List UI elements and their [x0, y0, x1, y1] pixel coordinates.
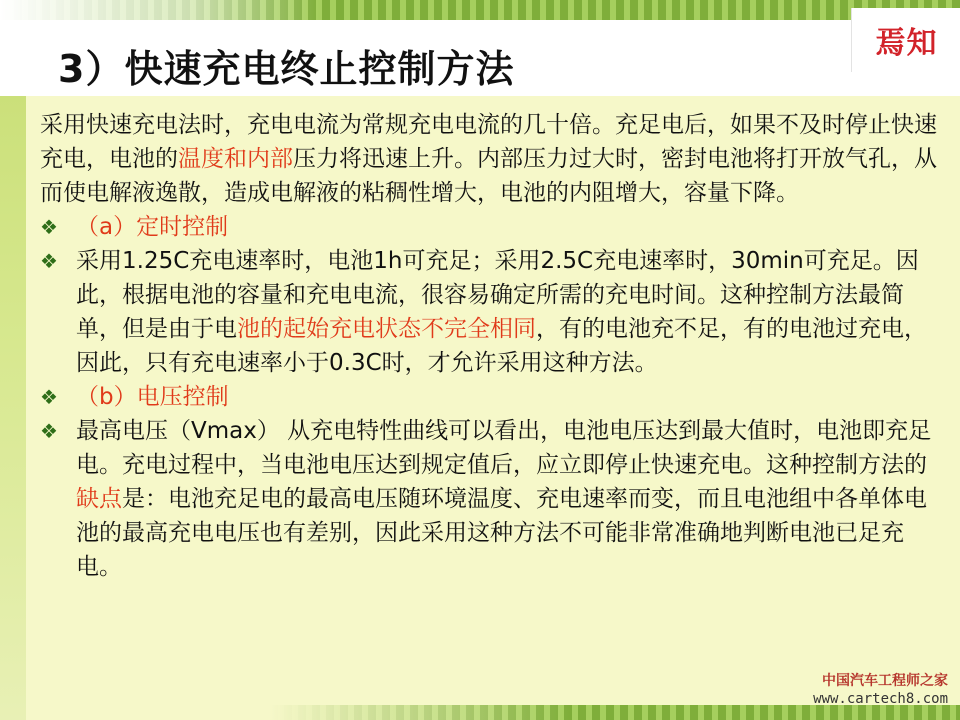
intro-paragraph: 采用快速充电法时，充电电流为常规充电电流的几十倍。充足电后，如果不及时停止快速充电，电池的温度和内部压力将迅速上升。内部压力过大时，密封电池将打开放气孔，从而使电解液逸散，造成电解液的粘稠性增大，电池的内阻增大，容量下降。	[40, 112, 937, 206]
bullet-timed-detail: ❖ 采用1.25C充电速率时，电池1h可充足；采用2.5C充电速率时，30min可充足。因此，根据电池的容量和充电电流，很容易确定所需的充电时间。这种控制方法最简单，但是由于电池的起始充电状态不完全相同，有的电池充不足，有的电池过充电，因此，只有充电速率小于0.3C时，才允许采用这种方法。	[40, 244, 945, 380]
diamond-bullet-icon: ❖	[40, 215, 58, 239]
bullet-voltage-detail: ❖ 最高电压（Vmax） 从充电特性曲线可以看出，电池电压达到最大值时，电池即充足电。充电过程中，当电池电压达到规定值后，应立即停止快速充电。这种控制方法的缺点是：电池充足电的最高电压随环境温度、充电速率而变，而且电池组中各单体电池的最高充电电压也有差别，因此采用这种方法不可能非常准确地判断电池已足充电。	[40, 414, 945, 584]
heading-voltage-control: （b）电压控制	[76, 384, 229, 410]
diamond-bullet-icon: ❖	[40, 385, 58, 409]
diamond-bullet-icon: ❖	[40, 249, 58, 273]
heading-timed-control: （a）定时控制	[76, 214, 229, 240]
timed-highlight: 池的起始充电状态不完全相同	[237, 316, 536, 342]
intro-highlight: 温度和内部	[178, 146, 293, 172]
watermark-url: www.cartech8.com	[813, 691, 948, 707]
bullet-heading-a	[40, 210, 945, 244]
left-decorative-bar	[0, 96, 26, 720]
watermark-site-name: 中国汽车工程师之家	[822, 673, 948, 689]
slide-body	[40, 108, 945, 584]
top-decorative-stripe	[0, 0, 960, 20]
voltage-highlight: 缺点	[76, 486, 122, 512]
logo-text: 焉知	[875, 26, 938, 61]
diamond-bullet-icon: ❖	[40, 419, 58, 443]
slide-title: 3）快速充电终止控制方法	[58, 47, 515, 91]
watermark	[813, 672, 948, 708]
bullet-heading-b	[40, 380, 945, 414]
logo	[851, 8, 960, 72]
